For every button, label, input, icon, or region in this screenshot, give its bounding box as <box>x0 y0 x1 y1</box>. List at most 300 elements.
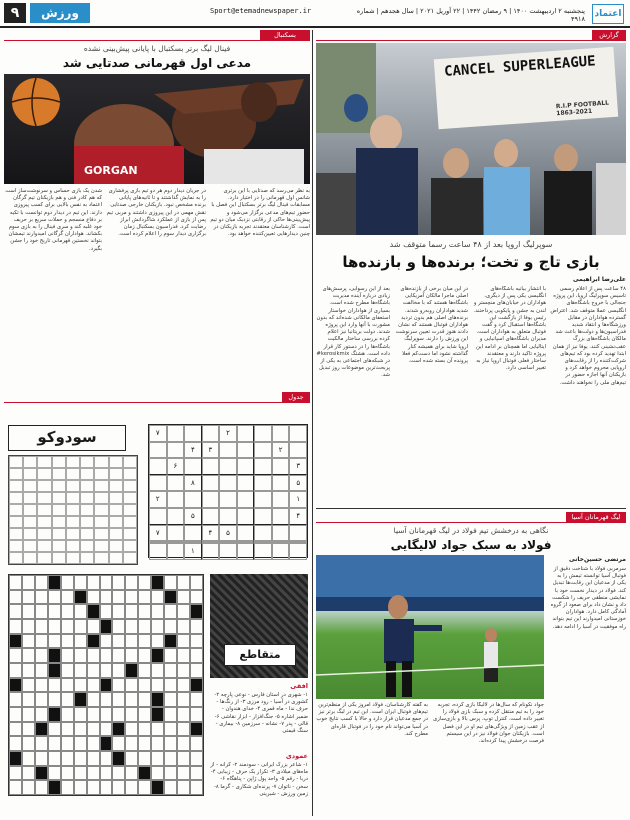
sudoku-cell[interactable] <box>237 442 255 459</box>
crossword-cell[interactable] <box>35 590 48 605</box>
sudoku-cell[interactable] <box>237 525 255 542</box>
practice-cell <box>66 540 80 552</box>
crossword-cell[interactable] <box>151 590 164 605</box>
crossword-cell[interactable] <box>87 648 100 663</box>
crossword-cell[interactable] <box>177 736 190 751</box>
crossword-cell[interactable] <box>22 692 35 707</box>
crossword-cell[interactable] <box>177 766 190 781</box>
sudoku-cell[interactable]: ۴ <box>289 508 307 525</box>
sudoku-cell[interactable]: ۷ <box>149 425 167 442</box>
crossword-cell[interactable] <box>164 766 177 781</box>
crossword-cell[interactable] <box>138 575 151 590</box>
crossword-cell[interactable] <box>112 634 125 649</box>
sudoku-cell[interactable] <box>272 543 290 560</box>
crossword-cell[interactable] <box>87 575 100 590</box>
protest-banner-subtext: R.I.P FOOTBALL 1863-2021 <box>555 99 610 118</box>
crossword-cell[interactable] <box>48 619 61 634</box>
crossword-cell[interactable] <box>74 575 87 590</box>
crossword-cell[interactable] <box>61 663 74 678</box>
practice-cell <box>109 540 123 552</box>
sudoku-cell[interactable] <box>254 475 272 492</box>
crossword-cell[interactable] <box>125 751 138 766</box>
crossword-cell[interactable] <box>22 736 35 751</box>
crossword-cell[interactable] <box>100 766 113 781</box>
crossword-cell[interactable] <box>100 692 113 707</box>
crossword-cell[interactable] <box>9 619 22 634</box>
crossword-cell[interactable] <box>164 648 177 663</box>
sudoku-cell[interactable] <box>184 425 202 442</box>
crossword-cell[interactable] <box>87 663 100 678</box>
crossword-cell[interactable] <box>61 634 74 649</box>
sudoku-title-box <box>8 425 126 451</box>
sudoku-cell[interactable]: ۱ <box>289 491 307 508</box>
sudoku-cell[interactable] <box>202 425 220 442</box>
crossword-cell[interactable] <box>100 634 113 649</box>
crossword-cell[interactable] <box>61 604 74 619</box>
sudoku-cell[interactable]: ۲ <box>149 491 167 508</box>
crossword-cell[interactable] <box>74 648 87 663</box>
crossword-cell[interactable] <box>35 707 48 722</box>
crossword-cell[interactable] <box>22 780 35 795</box>
sudoku-cell[interactable] <box>272 458 290 475</box>
crossword-cell[interactable] <box>138 634 151 649</box>
crossword-cell[interactable] <box>164 619 177 634</box>
crossword-cell[interactable] <box>35 692 48 707</box>
crossword-cell[interactable] <box>138 692 151 707</box>
crossword-cell[interactable] <box>48 634 61 649</box>
crossword-cell[interactable] <box>138 751 151 766</box>
sudoku-cell[interactable] <box>254 525 272 542</box>
crossword-cell[interactable] <box>87 751 100 766</box>
practice-cell <box>66 492 80 504</box>
sudoku-cell[interactable] <box>219 475 237 492</box>
crossword-cell[interactable] <box>61 722 74 737</box>
practice-cell <box>9 528 23 540</box>
crossword-cell[interactable] <box>164 575 177 590</box>
sudoku-cell[interactable]: ۳ <box>289 458 307 475</box>
crossword-cell[interactable] <box>87 766 100 781</box>
crossword-cell[interactable] <box>112 766 125 781</box>
crossword-cell[interactable] <box>35 634 48 649</box>
sudoku-cell[interactable]: ۵ <box>219 525 237 542</box>
sudoku-cell[interactable]: ۲ <box>219 425 237 442</box>
practice-cell <box>9 552 23 564</box>
sudoku-cell[interactable] <box>254 442 272 459</box>
crossword-cell[interactable] <box>112 780 125 795</box>
sudoku-cell[interactable] <box>167 425 185 442</box>
crossword-cell[interactable] <box>125 766 138 781</box>
practice-cell <box>37 528 51 540</box>
crossword-cell[interactable] <box>151 663 164 678</box>
sudoku-cell[interactable] <box>219 458 237 475</box>
crossword-cell[interactable] <box>138 736 151 751</box>
crossword-cell[interactable] <box>74 663 87 678</box>
crossword-cell[interactable] <box>9 648 22 663</box>
crossword-cell[interactable] <box>112 604 125 619</box>
crossword-cell[interactable] <box>61 707 74 722</box>
practice-cell <box>52 528 66 540</box>
crossword-cell[interactable] <box>74 766 87 781</box>
crossword-cell[interactable] <box>9 604 22 619</box>
crossword-cell[interactable] <box>151 766 164 781</box>
sudoku-cell[interactable] <box>289 442 307 459</box>
crossword-cell[interactable] <box>112 575 125 590</box>
crossword-cell[interactable] <box>190 575 203 590</box>
crossword-cell[interactable] <box>125 604 138 619</box>
crossword-cell[interactable] <box>177 575 190 590</box>
superleague-col-1: ۴۸ ساعت پس از اعلام رسمی تاسیس سوپرلیگ اروپا، این پروژه جنجالی با خروج باشگاه‌های انگلیسی عملا متوقف شد. اعتراض گسترده هواداران در مقابل ورزشگاه‌ها و انتقاد شدید فدراسیون‌ها و دولت‌ها باعث شد مالکان باشگاه‌های بزرگ عقب‌نشینی کنند. یوفا نیز از همان ابتدا تهدید کرده بود که تیم‌های شرکت‌کننده را از رقابت‌های اروپایی محروم خواهد کرد و بازیکنان آنها اجازه حضور در تیم‌های ملی را نخواهند داشت. <box>550 286 626 386</box>
newspaper-logo: اعتماد <box>592 4 624 24</box>
sudoku-cell[interactable] <box>202 508 220 525</box>
crossword-cell[interactable] <box>9 766 22 781</box>
crossword-cell[interactable] <box>125 678 138 693</box>
report-tag: گزارش <box>592 30 626 40</box>
crossword-cell[interactable] <box>177 648 190 663</box>
crossword-cell[interactable] <box>48 722 61 737</box>
crossword-cell[interactable] <box>61 780 74 795</box>
crossword-cell[interactable] <box>61 736 74 751</box>
sudoku-cell[interactable] <box>202 491 220 508</box>
crossword-cell[interactable] <box>125 575 138 590</box>
crossword-cell[interactable] <box>61 619 74 634</box>
crossword-cell[interactable] <box>177 590 190 605</box>
crossword-cell[interactable] <box>9 722 22 737</box>
crossword-cell[interactable] <box>61 692 74 707</box>
crossword-cell[interactable] <box>151 634 164 649</box>
crossword-cell <box>190 604 203 619</box>
sudoku-cell[interactable]: ۸ <box>184 475 202 492</box>
crossword-cell[interactable] <box>100 590 113 605</box>
sudoku-cell[interactable] <box>149 442 167 459</box>
crossword-cell[interactable] <box>22 619 35 634</box>
crossword-cell[interactable] <box>22 678 35 693</box>
crossword-cell[interactable] <box>112 678 125 693</box>
puzzle-tagbar <box>4 392 310 403</box>
sudoku-cell[interactable]: ۵ <box>184 508 202 525</box>
sudoku-cell[interactable] <box>237 491 255 508</box>
crossword-cell <box>9 678 22 693</box>
crossword-cell[interactable] <box>125 590 138 605</box>
crossword-cell[interactable] <box>61 678 74 693</box>
crossword-cell[interactable] <box>35 648 48 663</box>
crossword-cell[interactable] <box>22 766 35 781</box>
crossword-cell[interactable] <box>177 678 190 693</box>
crossword-cell[interactable] <box>164 722 177 737</box>
sudoku-cell[interactable] <box>237 425 255 442</box>
crossword-cell[interactable] <box>87 707 100 722</box>
sudoku-cell[interactable] <box>272 475 290 492</box>
crossword-cell[interactable] <box>125 619 138 634</box>
crossword-cell[interactable] <box>112 590 125 605</box>
crossword-cell[interactable] <box>190 648 203 663</box>
crossword-cell[interactable] <box>22 575 35 590</box>
crossword-cell[interactable] <box>74 707 87 722</box>
crossword-cell[interactable] <box>190 619 203 634</box>
crossword-cell[interactable] <box>112 619 125 634</box>
crossword-cell[interactable] <box>177 780 190 795</box>
sudoku-cell[interactable] <box>202 475 220 492</box>
crossword-cell[interactable] <box>74 736 87 751</box>
crossword-cell[interactable] <box>125 648 138 663</box>
crossword-cell[interactable] <box>22 663 35 678</box>
crossword-cell[interactable] <box>100 751 113 766</box>
sudoku-cell[interactable] <box>272 425 290 442</box>
foolad-col-2: جواد نکونام که سال‌ها در لالیگا بازی کرده، تجربه خود را به تیم منتقل کرده و سبک بازی فولاد را تغییر داده است. کنترل توپ، پرس بالا و بازی‌سازی از عقب زمین از ویژگی‌های تیم او در این فصل است. بازیکنان جوان فولاد نیز در این سیستم فرصت درخشش پیدا کرده‌اند. <box>433 702 544 745</box>
practice-cell <box>23 540 37 552</box>
crossword-cell[interactable] <box>87 619 100 634</box>
sudoku-cell[interactable] <box>219 543 237 560</box>
crossword-cell[interactable] <box>100 780 113 795</box>
crossword-cell[interactable] <box>61 648 74 663</box>
crossword-cell[interactable] <box>48 590 61 605</box>
sudoku-cell[interactable] <box>219 442 237 459</box>
crossword-cell[interactable] <box>164 678 177 693</box>
sudoku-cell[interactable] <box>237 475 255 492</box>
sudoku-cell[interactable] <box>167 475 185 492</box>
sudoku-grid[interactable] <box>148 424 308 558</box>
sudoku-cell[interactable] <box>202 543 220 560</box>
crossword-cell[interactable] <box>100 707 113 722</box>
crossword-cell[interactable] <box>151 678 164 693</box>
crossword-cell[interactable] <box>48 766 61 781</box>
sudoku-cell[interactable] <box>289 425 307 442</box>
crossword-cell[interactable] <box>190 766 203 781</box>
crossword-cell[interactable] <box>100 722 113 737</box>
crossword-cell[interactable] <box>112 736 125 751</box>
sudoku-cell[interactable] <box>254 491 272 508</box>
sudoku-cell[interactable] <box>237 543 255 560</box>
crossword-cell[interactable] <box>74 678 87 693</box>
crossword-cell[interactable] <box>125 780 138 795</box>
sudoku-cell[interactable] <box>254 458 272 475</box>
crossword-cell[interactable] <box>138 604 151 619</box>
crossword-cell[interactable] <box>100 648 113 663</box>
crossword-cell[interactable] <box>190 692 203 707</box>
sudoku-cell[interactable] <box>219 491 237 508</box>
crossword-cell <box>112 722 125 737</box>
crossword-cell[interactable] <box>151 736 164 751</box>
crossword-cell[interactable] <box>35 678 48 693</box>
crossword-cell[interactable] <box>35 575 48 590</box>
crossword-cell[interactable] <box>164 663 177 678</box>
crossword-cell[interactable] <box>138 590 151 605</box>
sudoku-cell[interactable] <box>289 543 307 560</box>
crossword-cell[interactable] <box>151 619 164 634</box>
crossword-cell <box>151 692 164 707</box>
sudoku-cell[interactable] <box>149 458 167 475</box>
sudoku-cell[interactable] <box>254 425 272 442</box>
crossword-cell[interactable] <box>100 575 113 590</box>
crossword-cell[interactable] <box>87 678 100 693</box>
sudoku-cell[interactable] <box>254 508 272 525</box>
crossword-cell[interactable] <box>112 707 125 722</box>
crossword-cell[interactable] <box>9 575 22 590</box>
superleague-headline: بازی تاج و تخت؛ برنده‌ها و بازنده‌ها <box>342 253 600 271</box>
practice-cell <box>9 504 23 516</box>
sudoku-cell[interactable] <box>272 491 290 508</box>
crossword-cell[interactable] <box>125 707 138 722</box>
crossword-cell[interactable] <box>35 780 48 795</box>
practice-cell <box>23 492 37 504</box>
sudoku-cell[interactable] <box>149 475 167 492</box>
crossword-cell[interactable] <box>138 780 151 795</box>
crossword-cell[interactable] <box>61 590 74 605</box>
crossword-cell[interactable] <box>100 604 113 619</box>
crossword-cell[interactable] <box>151 722 164 737</box>
crossword-cell[interactable] <box>74 604 87 619</box>
sudoku-cell[interactable] <box>167 442 185 459</box>
crossword-cell[interactable] <box>177 634 190 649</box>
crossword-cell[interactable] <box>190 707 203 722</box>
crossword-cell[interactable] <box>35 619 48 634</box>
crossword-cell <box>151 707 164 722</box>
sudoku-cell[interactable] <box>272 508 290 525</box>
crossword-cell[interactable] <box>177 692 190 707</box>
crossword-cell[interactable] <box>22 648 35 663</box>
sudoku-cell[interactable] <box>167 525 185 542</box>
crossword-cell[interactable] <box>164 736 177 751</box>
sudoku-cell[interactable] <box>219 508 237 525</box>
crossword-cell[interactable] <box>74 722 87 737</box>
crossword-cell[interactable] <box>74 619 87 634</box>
crossword-cell[interactable] <box>190 736 203 751</box>
crossword-cell[interactable] <box>87 780 100 795</box>
crossword-cell[interactable] <box>87 590 100 605</box>
crossword-cell[interactable] <box>125 692 138 707</box>
sudoku-cell[interactable] <box>184 525 202 542</box>
crossword-cell[interactable] <box>9 707 22 722</box>
crossword-cell[interactable] <box>9 736 22 751</box>
crossword-cell[interactable] <box>112 663 125 678</box>
practice-cell <box>109 528 123 540</box>
crossword-cell[interactable] <box>74 780 87 795</box>
crossword-cell[interactable] <box>125 634 138 649</box>
sudoku-cell[interactable] <box>184 491 202 508</box>
crossword-cell[interactable] <box>164 707 177 722</box>
crossword-cell[interactable] <box>35 736 48 751</box>
section-email[interactable]: Sport@etemadnewspaper.ir <box>210 7 312 15</box>
crossword-cell[interactable] <box>22 590 35 605</box>
sudoku-cell[interactable] <box>237 458 255 475</box>
sudoku-cell[interactable] <box>272 525 290 542</box>
practice-cell <box>66 528 80 540</box>
basketball-players-image <box>4 74 310 184</box>
crossword-cell[interactable] <box>35 751 48 766</box>
sudoku-cell[interactable] <box>202 458 220 475</box>
sudoku-cell[interactable]: ۶ <box>167 458 185 475</box>
crossword-cell[interactable] <box>164 780 177 795</box>
sudoku-cell[interactable]: ۲ <box>272 442 290 459</box>
crossword-cell[interactable] <box>138 663 151 678</box>
crossword-cell[interactable] <box>164 604 177 619</box>
crossword-cell[interactable] <box>48 678 61 693</box>
crossword-cell[interactable] <box>190 780 203 795</box>
sudoku-cell[interactable] <box>237 508 255 525</box>
crossword-cell[interactable] <box>151 604 164 619</box>
crossword-cell[interactable] <box>87 692 100 707</box>
crossword-cell[interactable] <box>61 766 74 781</box>
crossword-cell[interactable] <box>35 604 48 619</box>
crossword-cell[interactable] <box>177 751 190 766</box>
crossword-cell[interactable] <box>22 722 35 737</box>
page-number: ۹ <box>4 3 26 23</box>
crossword-cell[interactable] <box>164 692 177 707</box>
crossword-cell[interactable] <box>151 751 164 766</box>
crossword-cell[interactable] <box>87 722 100 737</box>
crossword-cell[interactable] <box>190 663 203 678</box>
crossword-cell[interactable] <box>112 692 125 707</box>
crossword-cell[interactable] <box>22 751 35 766</box>
crossword-cell[interactable] <box>138 648 151 663</box>
sudoku-cell[interactable] <box>184 458 202 475</box>
crossword-cell[interactable] <box>48 736 61 751</box>
sudoku-cell[interactable]: ۱ <box>184 543 202 560</box>
crossword-cell[interactable] <box>138 722 151 737</box>
crossword-cell[interactable] <box>87 736 100 751</box>
crossword-cell[interactable] <box>9 663 22 678</box>
crossword-cell[interactable] <box>177 619 190 634</box>
practice-cell <box>123 468 137 480</box>
sudoku-cell[interactable]: ۴ <box>202 525 220 542</box>
crossword-cell[interactable] <box>100 663 113 678</box>
crossword-cell[interactable] <box>112 648 125 663</box>
crossword-cell[interactable] <box>74 634 87 649</box>
crossword-cell[interactable] <box>48 751 61 766</box>
sudoku-cell[interactable] <box>167 543 185 560</box>
crossword-cell[interactable] <box>138 619 151 634</box>
crossword-cell[interactable] <box>138 707 151 722</box>
sudoku-cell[interactable] <box>254 543 272 560</box>
crossword-cell[interactable] <box>125 736 138 751</box>
sudoku-cell[interactable] <box>167 491 185 508</box>
crossword-cell[interactable] <box>190 590 203 605</box>
crossword-cell[interactable] <box>190 634 203 649</box>
crossword-cell[interactable] <box>177 707 190 722</box>
crossword-cell[interactable] <box>22 634 35 649</box>
sudoku-cell[interactable] <box>149 543 167 560</box>
crossword-cell[interactable] <box>177 663 190 678</box>
crossword-cell[interactable] <box>35 663 48 678</box>
crossword-cell <box>190 678 203 693</box>
crossword-cell[interactable] <box>190 751 203 766</box>
sudoku-cell[interactable]: ۷ <box>149 525 167 542</box>
crossword-cell[interactable] <box>22 707 35 722</box>
crossword-cell[interactable] <box>9 692 22 707</box>
crossword-cell <box>112 751 125 766</box>
crossword-cell[interactable] <box>138 678 151 693</box>
sudoku-practice-grid <box>8 455 138 565</box>
crossword-cell[interactable] <box>61 751 74 766</box>
crossword-cell[interactable] <box>61 575 74 590</box>
crossword-grid[interactable] <box>8 574 204 796</box>
crossword-cell[interactable] <box>177 722 190 737</box>
crossword-cell[interactable] <box>125 722 138 737</box>
crossword-cell[interactable] <box>164 751 177 766</box>
sudoku-cell[interactable]: ۴ <box>184 442 202 459</box>
crossword-cell[interactable] <box>48 604 61 619</box>
sudoku-cell[interactable] <box>149 508 167 525</box>
crossword-cell[interactable] <box>22 604 35 619</box>
crossword-cell[interactable] <box>9 780 22 795</box>
sudoku-cell[interactable] <box>289 525 307 542</box>
sudoku-cell[interactable]: ۳ <box>202 442 220 459</box>
crossword-cell[interactable] <box>177 604 190 619</box>
crossword-cell[interactable] <box>48 692 61 707</box>
sudoku-cell[interactable]: ۵ <box>289 475 307 492</box>
crossword-cell[interactable] <box>9 590 22 605</box>
crossword-cell[interactable] <box>74 751 87 766</box>
sudoku-cell[interactable] <box>167 508 185 525</box>
